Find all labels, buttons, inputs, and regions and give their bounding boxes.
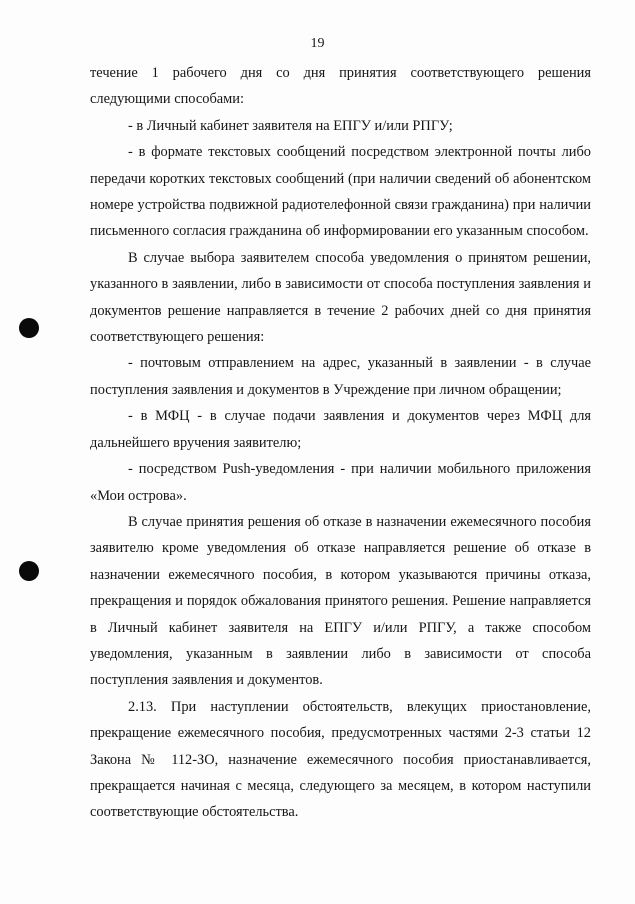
paragraph: 2.13. При наступлении обстоятельств, влекущих приостановление, прекращение ежемесячного пособия, предусмотренных частями 2-3 статьи 12 Закона № 112-ЗО, назначение ежемесячного пособия приостанавливается, прекращается начиная с месяца, следующего за месяцем, в котором наступили соответствующие обстоятельства. xyxy=(90,698,591,821)
paragraph: В случае принятия решения об отказе в назначении ежемесячного пособия заявителю кроме уведомления об отказе направляется решение об отказе в назначении ежемесячного пособия, в котором указываются причины отказа, прекращения и порядок обжалования принятого решения. Решение направляется в Личный кабинет заявителя на ЕПГУ и/или РПГУ, а также способом уведомления, указанным в заявлении либо в зависимости от способа поступления заявления и документов. xyxy=(90,513,591,689)
document-body xyxy=(90,60,591,826)
punch-hole-bottom xyxy=(19,561,39,581)
paragraph: - посредством Push-уведомления - при наличии мобильного приложения «Мои острова». xyxy=(90,461,591,504)
paragraph: - в Личный кабинет заявителя на ЕПГУ и/или РПГУ; xyxy=(128,117,453,134)
paragraph: - в МФЦ - в случае подачи заявления и документов через МФЦ для дальнейшего вручения заявителю; xyxy=(90,408,591,451)
paragraph: - в формате текстовых сообщений посредством электронной почты либо передачи коротких текстовых сообщений (при наличии сведений об абонентском номере устройства подвижной радиотелефонной связи гражданина) при наличии письменного согласия гражданина об информировании его указанным способом. xyxy=(90,144,591,240)
paragraph: В случае выбора заявителем способа уведомления о принятом решении, указанного в заявлении, либо в зависимости от способа поступления заявления и документов решение направляется в течение 2 рабочих дней со дня принятия соответствующего решения: xyxy=(90,249,591,346)
punch-hole-top xyxy=(19,318,39,338)
page-number: 19 xyxy=(310,36,325,51)
paragraph: течение 1 рабочего дня со дня принятия соответствующего решения следующими способами: xyxy=(90,65,591,108)
paragraph: - почтовым отправлением на адрес, указанный в заявлении - в случае поступления заявления и документов в Учреждение при личном обращении; xyxy=(90,355,591,398)
